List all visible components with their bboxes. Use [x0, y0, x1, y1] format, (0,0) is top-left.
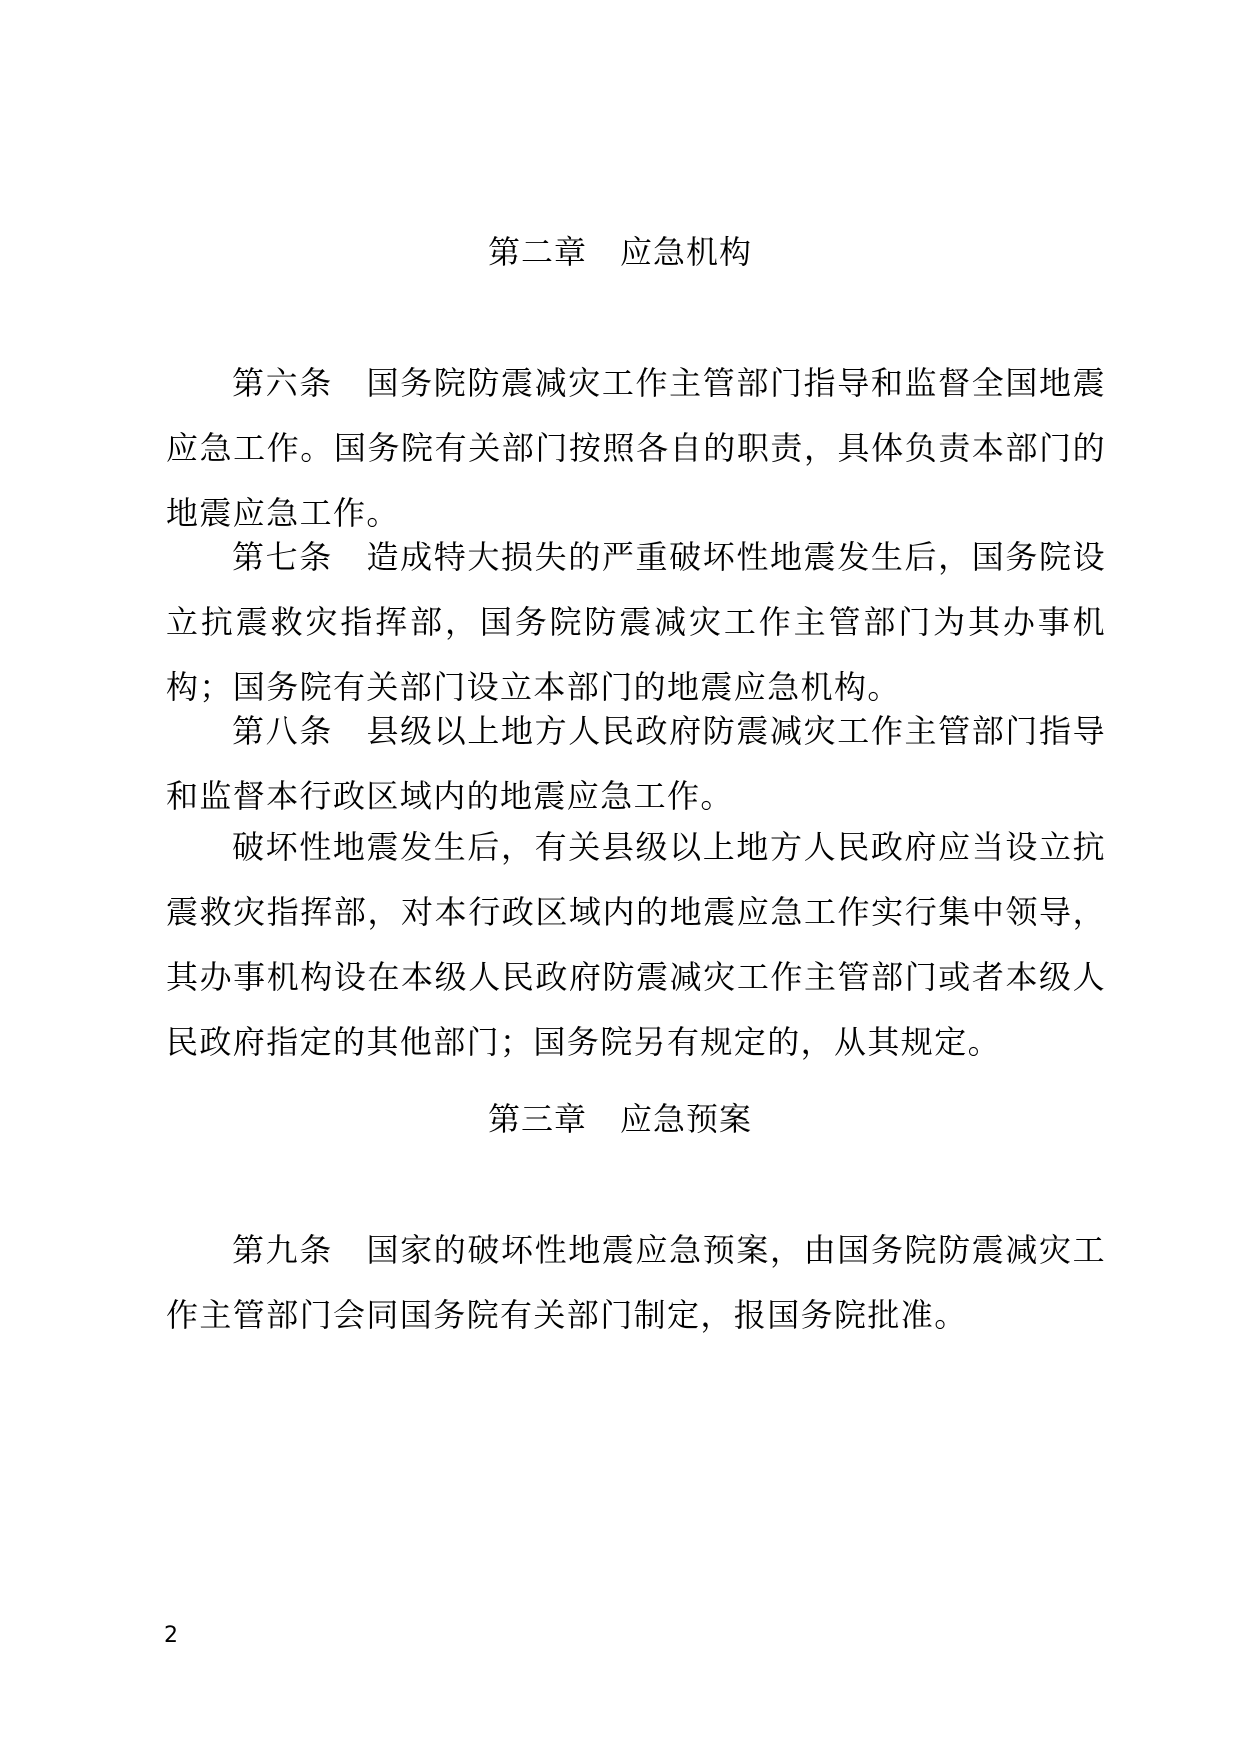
- page-number: 2: [164, 1623, 178, 1648]
- article-7-paragraph: 第七条 造成特大损失的严重破坏性地震发生后，国务院设立抗震救灾指挥部，国务院防震减灾工作主管部门为其办事机构；国务院有关部门设立本部门的地震应急机构。: [166, 538, 1106, 706]
- article-8-continuation-paragraph: 破坏性地震发生后，有关县级以上地方人民政府应当设立抗震救灾指挥部，对本行政区域内的地震应急工作实行集中领导，其办事机构设在本级人民政府防震减灾工作主管部门或者本级人民政府指定的其他部门；国务院另有规定的，从其规定。: [166, 828, 1106, 1061]
- article-8-paragraph: 第八条 县级以上地方人民政府防震减灾工作主管部门指导和监督本行政区域内的地震应急工作。: [166, 712, 1106, 815]
- chapter-3-heading: 第三章 应急预案: [487, 1100, 752, 1138]
- article-6-paragraph: 第六条 国务院防震减灾工作主管部门指导和监督全国地震应急工作。国务院有关部门按照各自的职责，具体负责本部门的地震应急工作。: [166, 364, 1106, 532]
- article-9-paragraph: 第九条 国家的破坏性地震应急预案，由国务院防震减灾工作主管部门会同国务院有关部门制定，报国务院批准。: [166, 1231, 1106, 1334]
- chapter-2-heading: 第二章 应急机构: [487, 233, 752, 271]
